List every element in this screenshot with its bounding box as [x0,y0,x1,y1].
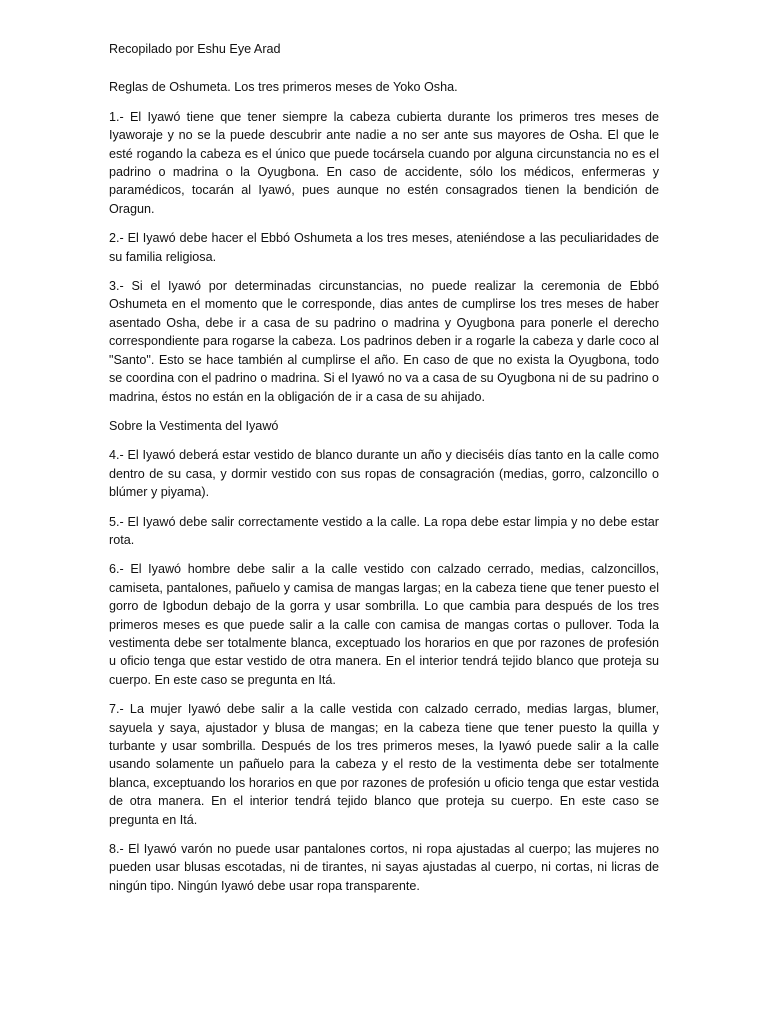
paragraph-rule-5: 5.- El Iyawó debe salir correctamente vestido a la calle. La ropa debe estar limpia y no debe estar rota. [109,514,659,547]
paragraph-rule-2: 2.- El Iyawó debe hacer el Ebbó Oshumeta a los tres meses, ateniéndose a las peculiaridades de su familia religiosa. [109,231,659,264]
paragraph-rule-6: 6.- El Iyawó hombre debe salir a la calle vestido con calzado cerrado, medias, calzoncillos, camiseta, pantalones, pañuelo y camisa de mangas largas; en la cabeza tiene que tener puesto el gorro de Igbodun debajo de la gorra y usar sombrilla. Lo que cambia para después de los tres primeros meses es que puede salir a la calle con camisa de mangas cortas o pullover. Toda la vestimenta debe ser totalmente blanca, exceptuado los horarios en que por razones de profesión u oficio tenga que estar vestido de otra manera. En el interior tendrá tejido blanco que proteja su cuerpo. En este caso se pregunta en Itá. [109,562,659,687]
document-page [109,40,659,906]
section-title: Sobre la Vestimenta del Iyawó [109,418,279,433]
paragraph-rule-1: 1.- El Iyawó tiene que tener siempre la cabeza cubierta durante los primeros tres meses de Iyaworaje y no se la puede descubrir ante nadie a no ser ante sus mayores de Osha. El que le esté rogando la cabeza es el único que puede tocársela cuando por alguna circunstancia no es el padrino o madrina o la Oyugbona. En caso de accidente, sólo los médicos, enfermeras y paramédicos, tocarán al Iyawó, pues aunque no estén consagrados tienen la bendición de Oragun. [109,109,659,216]
paragraph-rule-3: 3.- Si el Iyawó por determinadas circunstancias, no puede realizar la ceremonia de Ebbó Oshumeta en el momento que le corresponde, dias antes de cumplirse los tres meses de haber asentado Osha, debe ir a casa de su padrino o madrina y Oyugbona para ponerle el derecho correspondiente para rogarse la cabeza. Los padrinos deben ir a rogarle la cabeza y darle coco al "Santo". Esto se hace también al cumplirse el año. En caso de que no exista la Oyugbona, todo se coordina con el padrino o madrina. Si el Iyawó no va a casa de su Oyugbona ni de su padrino o madrina, éstos no están en la obligación de ir a casa de su ahijado. [109,279,659,404]
paragraph-rule-4: 4.- El Iyawó deberá estar vestido de blanco durante un año y dieciséis días tanto en la calle como dentro de su casa, y dormir vestido con sus ropas de consagración (medias, gorro, calzoncillo o blúmer y piyama). [109,448,659,500]
paragraph-rule-7: 7.- La mujer Iyawó debe salir a la calle vestida con calzado cerrado, medias largas, blumer, sayuela y saya, ajustador y blusa de mangas; en la cabeza tiene que tener puesto la quilla y turbante y usar sombrilla. Después de los tres primeros meses, la Iyawó puede salir a la calle usando solamente un pañuelo para la cabeza y el resto de la vestimenta debe ser totalmente blanca, exceptuando los horarios en que por razones de profesión u oficio tenga que estar vestida de otra manera. En el interior tendrá tejido blanco que proteja su cuerpo. En este caso se pregunta en Itá. [109,702,659,827]
paragraph-rule-8: 8.- El Iyawó varón no puede usar pantalones cortos, ni ropa ajustadas al cuerpo; las mujeres no pueden usar blusas escotadas, ni de tirantes, ni sayas ajustadas al cuerpo, ni cortas, ni licras de ningún tipo. Ningún Iyawó debe usar ropa transparente. [109,842,659,893]
document-header: Recopilado por Eshu Eye Arad [109,42,281,56]
document-title: Reglas de Oshumeta. Los tres primeros meses de Yoko Osha. [109,80,458,95]
